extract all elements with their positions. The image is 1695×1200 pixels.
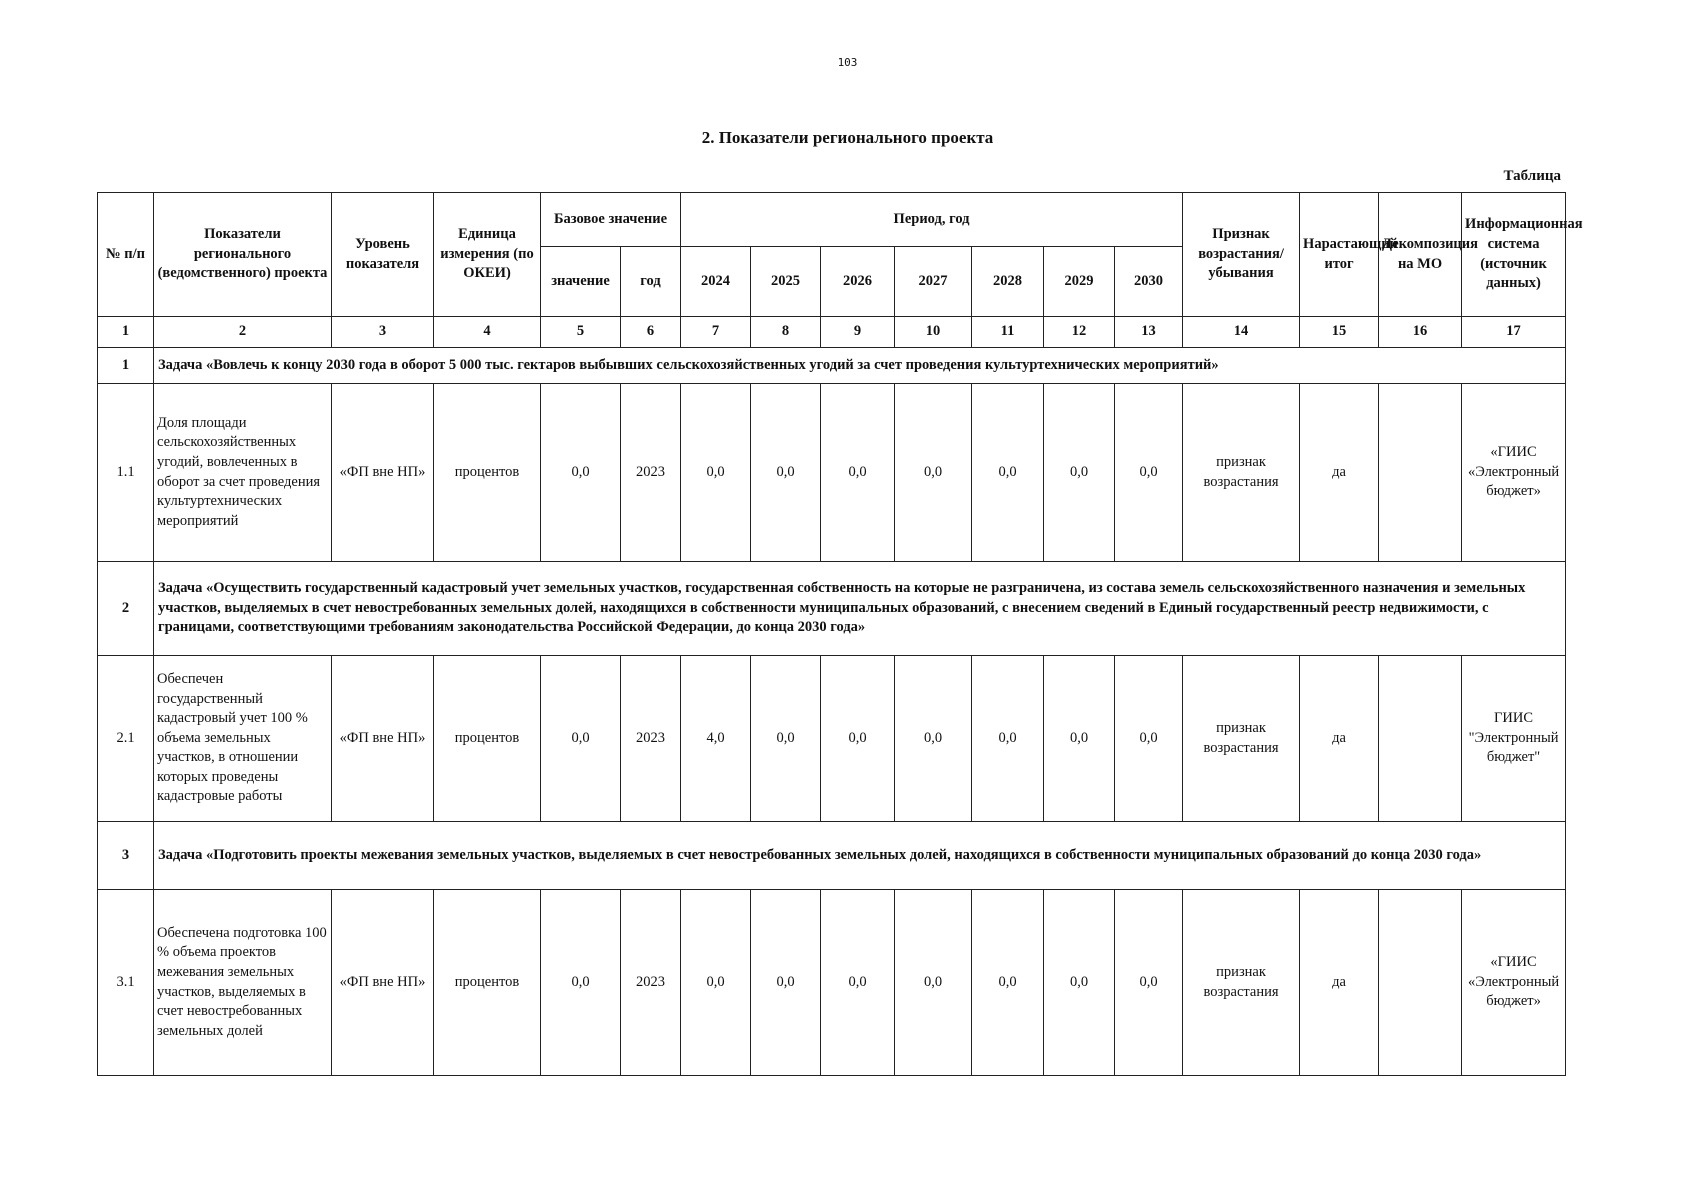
year-value: 0,0 bbox=[681, 890, 751, 1076]
page-title: 2. Показатели регионального проекта bbox=[701, 128, 994, 147]
indicator-info-system: «ГИИС «Электронный бюджет» bbox=[1462, 890, 1566, 1076]
year-value: 0,0 bbox=[1044, 384, 1115, 562]
column-number: 14 bbox=[1183, 317, 1300, 348]
year-value: 0,0 bbox=[681, 384, 751, 562]
task-text: Задача «Осуществить государственный кадастровый учет земельных участков, государственная собственность на которые не разграничена, из состава земель сельскохозяйственного назначения и земельных участков, выделяемых в счет невостребованных земельных долей, находящихся в собственности муниципальных образований, с внесением сведений в Единый государственный реестр недвижимости, с границами, соответствующими требованиям законодательства Российской Федерации, до конца 2030 года» bbox=[154, 562, 1566, 656]
year-value: 0,0 bbox=[821, 890, 895, 1076]
year-value: 0,0 bbox=[895, 656, 972, 822]
indicator-row bbox=[98, 656, 1566, 822]
indicator-row bbox=[98, 384, 1566, 562]
base-year: 2023 bbox=[621, 384, 681, 562]
indicator-unit: процентов bbox=[434, 890, 541, 1076]
header-sign: Признак возрастания/убывания bbox=[1183, 193, 1300, 317]
indicator-unit: процентов bbox=[434, 384, 541, 562]
page-number: 103 bbox=[837, 56, 858, 69]
year-value: 0,0 bbox=[821, 384, 895, 562]
header-decomposition: Декомпозиция на МО bbox=[1379, 193, 1462, 317]
column-number: 12 bbox=[1044, 317, 1115, 348]
indicator-number: 2.1 bbox=[98, 656, 154, 822]
year-value: 0,0 bbox=[751, 656, 821, 822]
column-number: 10 bbox=[895, 317, 972, 348]
indicator-level: «ФП вне НП» bbox=[332, 384, 434, 562]
indicator-cumulative: да bbox=[1300, 890, 1379, 1076]
task-row bbox=[98, 348, 1566, 384]
header-num: № п/п bbox=[98, 193, 154, 317]
header-base-year: год bbox=[621, 247, 681, 317]
indicator-decomposition bbox=[1379, 656, 1462, 822]
header-info-system: Информационная система (источник данных) bbox=[1462, 193, 1566, 317]
header-year: 2024 bbox=[681, 247, 751, 317]
header-base-value: значение bbox=[541, 247, 621, 317]
task-number: 1 bbox=[98, 348, 154, 384]
table-label: Таблица bbox=[1503, 168, 1561, 184]
indicator-unit: процентов bbox=[434, 656, 541, 822]
indicator-name: Доля площади сельскохозяйственных угодий, вовлеченных в оборот за счет проведения культуртехнических мероприятий bbox=[154, 384, 332, 562]
indicator-number: 3.1 bbox=[98, 890, 154, 1076]
base-value: 0,0 bbox=[541, 890, 621, 1076]
column-number: 11 bbox=[972, 317, 1044, 348]
indicator-decomposition bbox=[1379, 890, 1462, 1076]
header-indicator: Показатели регионального (ведомственного) проекта bbox=[154, 193, 332, 317]
indicators-table bbox=[97, 192, 1583, 1076]
column-number: 2 bbox=[154, 317, 332, 348]
year-value: 0,0 bbox=[751, 384, 821, 562]
column-number: 7 bbox=[681, 317, 751, 348]
indicator-level: «ФП вне НП» bbox=[332, 890, 434, 1076]
header-unit: Единица измерения (по ОКЕИ) bbox=[434, 193, 541, 317]
column-number: 1 bbox=[98, 317, 154, 348]
year-value: 0,0 bbox=[1115, 656, 1183, 822]
indicator-name: Обеспечена подготовка 100 % объема проектов межевания земельных участков, выделяемых в счет невостребованных земельных долей bbox=[154, 890, 332, 1076]
task-row bbox=[98, 822, 1566, 890]
indicator-number: 1.1 bbox=[98, 384, 154, 562]
column-numbers-row bbox=[98, 317, 1566, 348]
year-value: 0,0 bbox=[1044, 890, 1115, 1076]
year-value: 0,0 bbox=[821, 656, 895, 822]
column-number: 3 bbox=[332, 317, 434, 348]
base-value: 0,0 bbox=[541, 384, 621, 562]
header-year: 2028 bbox=[972, 247, 1044, 317]
header-year: 2026 bbox=[821, 247, 895, 317]
indicator-row bbox=[98, 890, 1566, 1076]
task-text: Задача «Вовлечь к концу 2030 года в оборот 5 000 тыс. гектаров выбывших сельскохозяйственных угодий за счет проведения культуртехнических мероприятий» bbox=[154, 348, 1566, 384]
column-number: 6 bbox=[621, 317, 681, 348]
column-number: 17 bbox=[1462, 317, 1566, 348]
task-number: 3 bbox=[98, 822, 154, 890]
year-value: 0,0 bbox=[751, 890, 821, 1076]
task-row bbox=[98, 562, 1566, 656]
year-value: 4,0 bbox=[681, 656, 751, 822]
column-number: 4 bbox=[434, 317, 541, 348]
year-value: 0,0 bbox=[972, 384, 1044, 562]
column-number: 16 bbox=[1379, 317, 1462, 348]
year-value: 0,0 bbox=[1115, 384, 1183, 562]
indicator-cumulative: да bbox=[1300, 384, 1379, 562]
column-number: 15 bbox=[1300, 317, 1379, 348]
year-value: 0,0 bbox=[972, 656, 1044, 822]
base-year: 2023 bbox=[621, 890, 681, 1076]
indicator-level: «ФП вне НП» bbox=[332, 656, 434, 822]
indicator-sign: признак возрастания bbox=[1183, 656, 1300, 822]
year-value: 0,0 bbox=[1044, 656, 1115, 822]
column-number: 9 bbox=[821, 317, 895, 348]
indicator-name: Обеспечен государственный кадастровый учет 100 % объема земельных участков, в отношении которых проведены кадастровые работы bbox=[154, 656, 332, 822]
indicator-cumulative: да bbox=[1300, 656, 1379, 822]
indicator-info-system: ГИИС "Электронный бюджет" bbox=[1462, 656, 1566, 822]
indicator-decomposition bbox=[1379, 384, 1462, 562]
task-text: Задача «Подготовить проекты межевания земельных участков, выделяемых в счет невостребованных земельных долей, находящихся в собственности муниципальных образований до конца 2030 года» bbox=[154, 822, 1566, 890]
year-value: 0,0 bbox=[895, 384, 972, 562]
base-value: 0,0 bbox=[541, 656, 621, 822]
header-cumulative: Нарастающий итог bbox=[1300, 193, 1379, 317]
column-number: 8 bbox=[751, 317, 821, 348]
header-year: 2029 bbox=[1044, 247, 1115, 317]
header-year: 2030 bbox=[1115, 247, 1183, 317]
header-level: Уровень показателя bbox=[332, 193, 434, 317]
year-value: 0,0 bbox=[1115, 890, 1183, 1076]
year-value: 0,0 bbox=[895, 890, 972, 1076]
header-year: 2027 bbox=[895, 247, 972, 317]
indicator-info-system: «ГИИС «Электронный бюджет» bbox=[1462, 384, 1566, 562]
header-year: 2025 bbox=[751, 247, 821, 317]
base-year: 2023 bbox=[621, 656, 681, 822]
header-period: Период, год bbox=[681, 193, 1183, 247]
indicator-sign: признак возрастания bbox=[1183, 384, 1300, 562]
year-value: 0,0 bbox=[972, 890, 1044, 1076]
column-number: 5 bbox=[541, 317, 621, 348]
indicator-sign: признак возрастания bbox=[1183, 890, 1300, 1076]
header-base: Базовое значение bbox=[541, 193, 681, 247]
task-number: 2 bbox=[98, 562, 154, 656]
column-number: 13 bbox=[1115, 317, 1183, 348]
